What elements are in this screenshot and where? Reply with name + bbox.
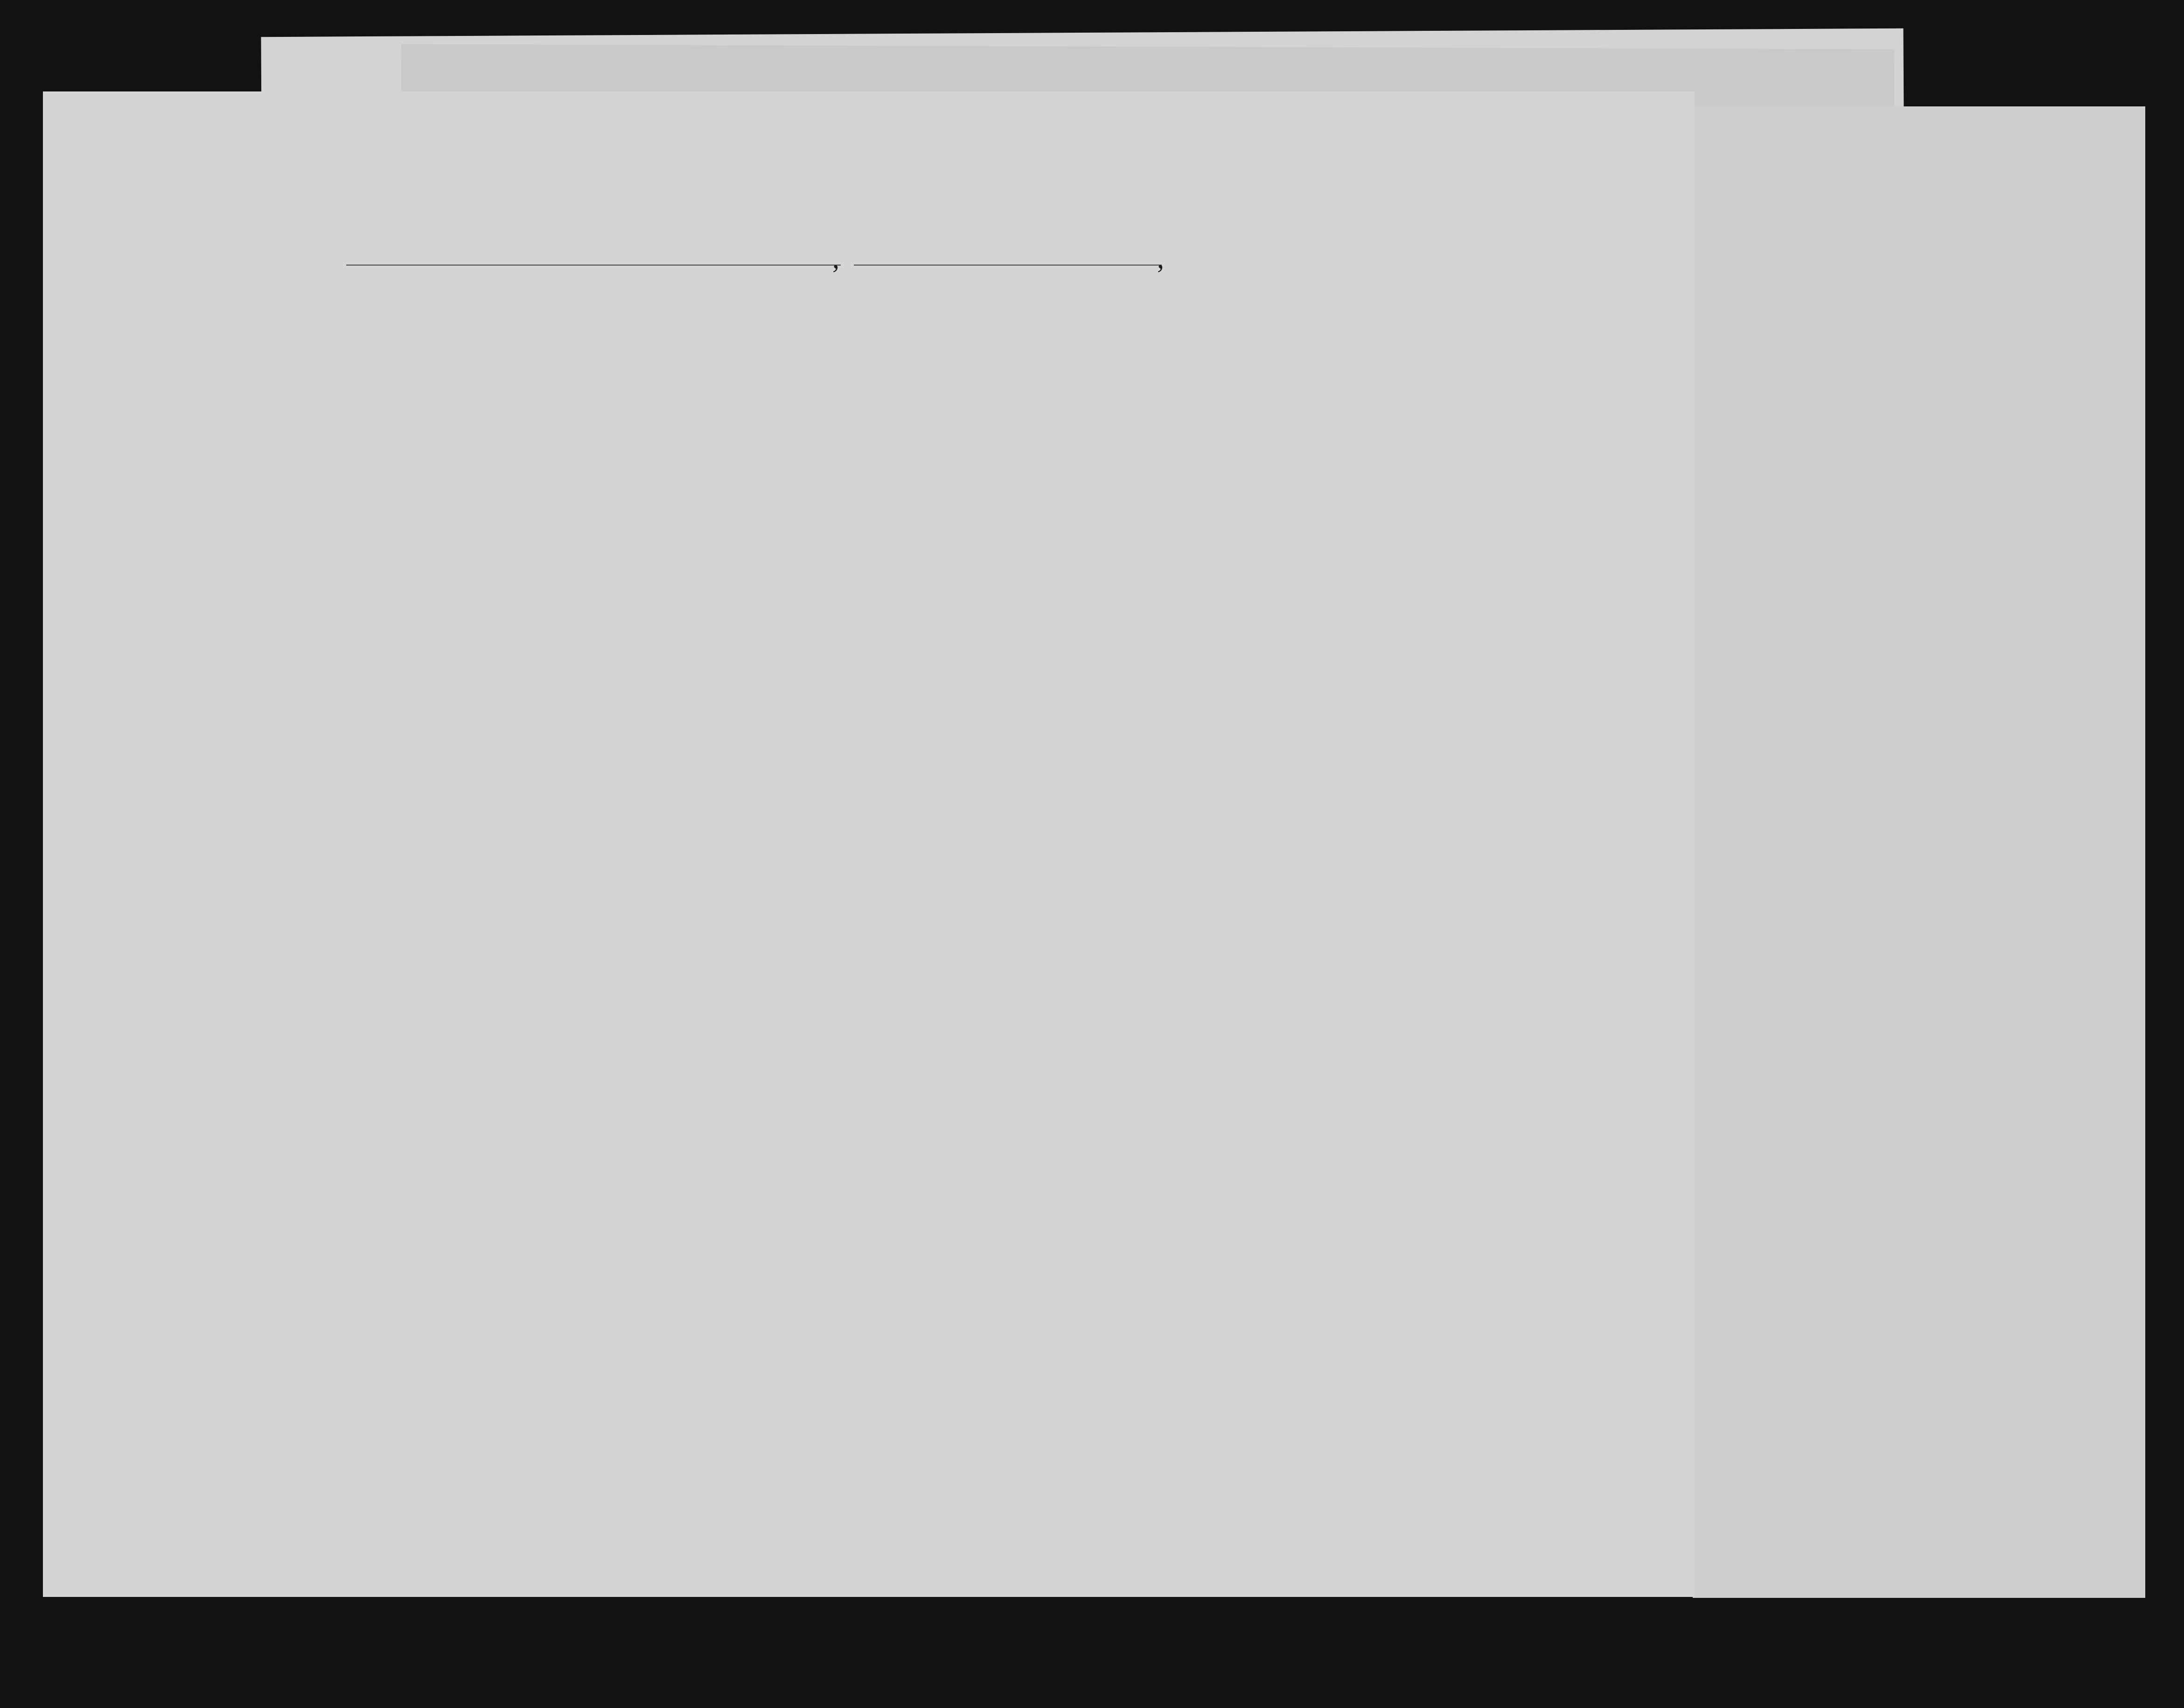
- visa-sheet: [1693, 106, 2145, 1598]
- port-line: [346, 265, 841, 266]
- separator: ,: [832, 243, 839, 274]
- date-line: [854, 265, 1162, 266]
- manifest-sheet: [43, 91, 1695, 1597]
- separator: ,: [1157, 243, 1164, 274]
